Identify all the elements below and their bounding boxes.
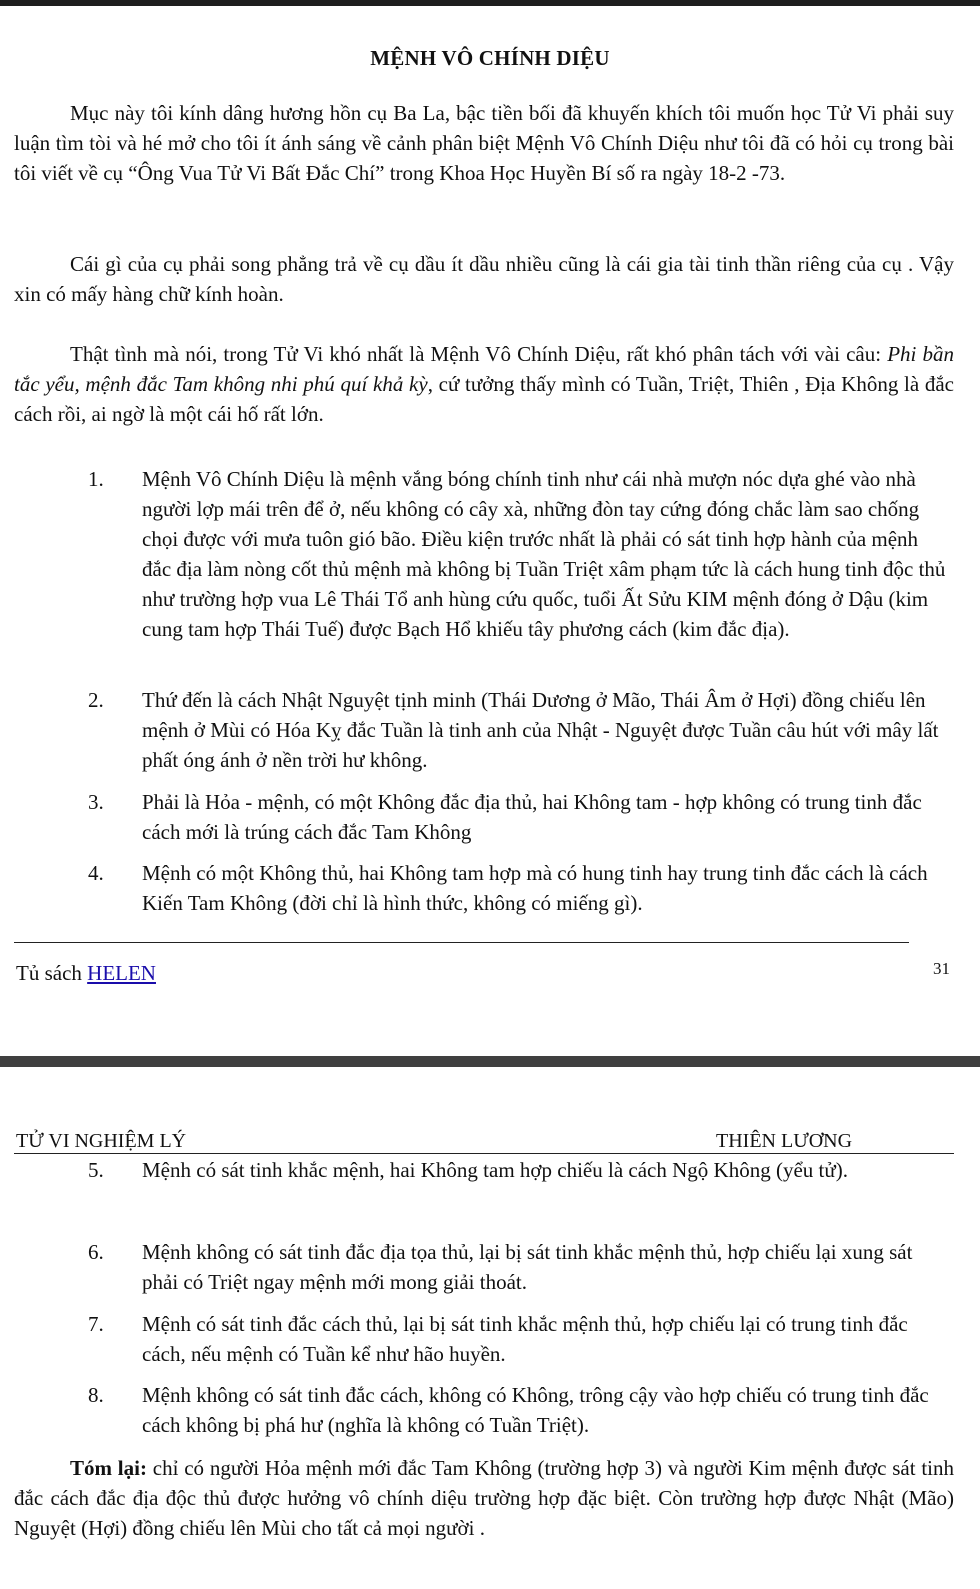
- second-paragraph: [14, 249, 954, 309]
- list-item-text: Mệnh không có sát tinh đắc địa tọa thủ, lại bị sát tinh khắc mệnh thủ, hợp chiếu lại xung sát phải có Triệt ngay mệnh mới mong giải thoát.: [142, 1240, 913, 1294]
- list-item-text: Phải là Hỏa - mệnh, có một Không đắc địa thủ, hai Không tam - hợp không có trung tinh đắc cách mới là trúng cách đắc Tam Không: [142, 790, 922, 844]
- running-header-book-title: TỬ VI NGHIỆM LÝ: [16, 1130, 187, 1152]
- header-divider: [14, 1153, 954, 1154]
- list-item-text: Mệnh có sát tinh khắc mệnh, hai Không tam hợp chiếu là cách Ngộ Không (yểu tử).: [142, 1158, 848, 1182]
- list-item-text: Mệnh không có sát tinh đắc cách, không có Không, trông cậy vào hợp chiếu có trung tinh đắc cách không bị phá hư (nghĩa là không có Tuần Triệt).: [142, 1383, 929, 1437]
- list-item-number: 1.: [88, 467, 104, 491]
- list-item-number: 2.: [88, 688, 104, 712]
- section-title: MỆNH VÔ CHÍNH DIỆU: [370, 46, 610, 70]
- third-paragraph: [14, 339, 954, 429]
- page-number: 31: [933, 959, 950, 978]
- third-text-end: , cứ tưởng thấy mình có Tuần, Triệt, Thiên , Địa Không là đắc cách rồi, ai ngờ là một cái hố rất lớn.: [14, 372, 955, 426]
- list-item: [88, 858, 950, 918]
- summary-text: chỉ có người Hỏa mệnh mới đắc Tam Không (trường hợp 3) và người Kim mệnh được sát tinh đắc cách đắc địa độc thủ được hưởng vô chính diệu trường hợp đặc biệt. Còn trường hợp được Nhật (Mão) Nguyệt (Hợi) đồng chiếu lên Mùi cho tất cả mọi người .: [14, 1456, 955, 1540]
- list-item-text: Thứ đến là cách Nhật Nguyệt tịnh minh (Thái Dương ở Mão, Thái Âm ở Hợi) đồng chiếu lên mệnh ở Mùi có Hóa Kỵ đắc Tuần là tinh anh của Nhật - Nguyệt được Tuần câu hút với mây lất phất óng ánh ở nền trời hư không.: [142, 688, 939, 772]
- list-item-number: 4.: [88, 861, 104, 885]
- list-item: [88, 1155, 950, 1185]
- list-item: [88, 685, 950, 775]
- footer-credit: [16, 961, 156, 986]
- list-item: [88, 464, 950, 644]
- footer-prefix: Tủ sách: [16, 961, 88, 985]
- summary-paragraph: [14, 1453, 954, 1543]
- list-item-number: 7.: [88, 1312, 104, 1336]
- list-item: [88, 787, 950, 847]
- helen-link[interactable]: HELEN: [87, 961, 156, 985]
- top-edge-bar: [0, 0, 980, 6]
- running-header-author: THIÊN LƯƠNG: [716, 1130, 853, 1152]
- list-item-number: 6.: [88, 1240, 104, 1264]
- third-text-italic-quote: Phi bần tắc yểu, mệnh đắc Tam không nhi phú quí khả kỳ: [14, 342, 954, 396]
- footer-divider: [14, 942, 909, 943]
- list-item-number: 8.: [88, 1383, 104, 1407]
- summary-label: Tóm lại:: [70, 1456, 147, 1480]
- list-item: [88, 1380, 950, 1440]
- second-text: Cái gì của cụ phải song phẳng trả về cụ dầu ít dầu nhiều cũng là cái gia tài tinh thần riêng của cụ . Vậy xin có mấy hàng chữ kính hoàn.: [14, 252, 954, 306]
- third-text-start: Thật tình mà nói, trong Tử Vi khó nhất là Mệnh Vô Chính Diệu, rất khó phân tách với vài câu:: [70, 342, 888, 366]
- list-item: [88, 1309, 950, 1369]
- page-separator: [0, 1056, 980, 1067]
- list-item-text: Mệnh Vô Chính Diệu là mệnh vắng bóng chính tinh như cái nhà mượn nóc dựa ghé vào nhà người lợp mái trên để ở, nếu không có cây xà, những đòn tay cứng đóng chắc làm sao chống chọi được với mưa tuôn gió bão. Điều kiện trước nhất là phải có sát tinh hợp hành của mệnh đắc địa làm nòng cốt thủ mệnh mà không bị Tuần Triệt xâm phạm tức là cách hung tinh độc thủ như trường hợp vua Lê Thái Tổ anh hùng cứu quốc, tuổi Ất Sửu KIM mệnh đóng ở Dậu (kim cung tam hợp Thái Tuế) được Bạch Hổ khiếu tây phương cách (kim đắc địa).: [142, 467, 946, 641]
- list-item-number: 3.: [88, 790, 104, 814]
- intro-paragraph: [14, 98, 954, 188]
- list-item: [88, 1237, 950, 1297]
- list-item-number: 5.: [88, 1158, 104, 1182]
- list-item-text: Mệnh có một Không thủ, hai Không tam hợp mà có hung tinh hay trung tinh đắc cách là cách Kiến Tam Không (đời chỉ là hình thức, không có miếng gì).: [142, 861, 928, 915]
- list-item-text: Mệnh có sát tinh đắc cách thủ, lại bị sát tinh khắc mệnh thủ, hợp chiếu lại có trung tinh đắc cách, nếu mệnh có Tuần kể như hão huyền.: [142, 1312, 908, 1366]
- intro-text: Mục này tôi kính dâng hương hồn cụ Ba La, bậc tiền bối đã khuyến khích tôi muốn học Tử Vi phải suy luận tìm tòi và hé mở cho tôi ít ánh sáng về cảnh phân biệt Mệnh Vô Chính Diệu như tôi đã có hỏi cụ trong bài tôi viết về cụ “Ông Vua Tử Vi Bất Đắc Chí” trong Khoa Học Huyền Bí số ra ngày 18-2 -73.: [14, 101, 954, 185]
